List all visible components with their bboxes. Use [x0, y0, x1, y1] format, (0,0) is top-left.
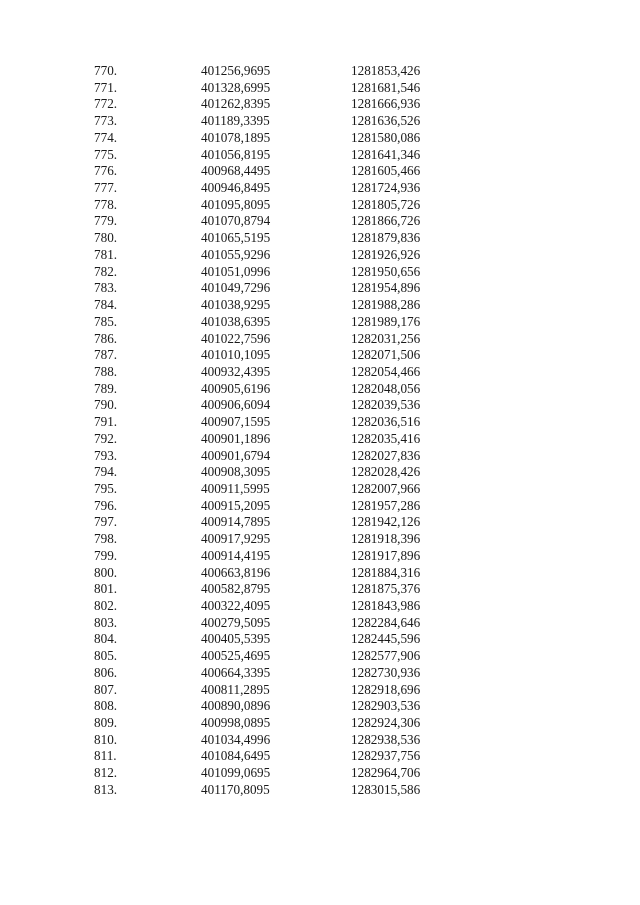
x-coordinate: 400901,1896: [201, 430, 271, 446]
x-coordinate: 401056,8195: [201, 146, 271, 162]
point-number: 801.: [94, 581, 118, 597]
x-coordinate: 401055,9296: [201, 246, 271, 262]
point-number: 788.: [94, 363, 118, 379]
table-row: [0, 314, 640, 331]
y-coordinate: 1282445,596: [351, 631, 421, 647]
x-coordinate: 400664,3395: [201, 664, 271, 680]
x-coordinate: 401262,8395: [201, 96, 271, 112]
table-row: [0, 531, 640, 548]
table-row: [0, 715, 640, 732]
x-coordinate: 400279,5095: [201, 614, 271, 630]
y-coordinate: 1282938,536: [351, 731, 421, 747]
y-coordinate: 1282577,906: [351, 648, 421, 664]
point-number: 782.: [94, 263, 118, 279]
x-coordinate: 400914,4195: [201, 547, 271, 563]
point-number: 803.: [94, 614, 118, 630]
table-row: [0, 581, 640, 598]
point-number: 781.: [94, 246, 118, 262]
table-row: [0, 96, 640, 113]
table-row: [0, 197, 640, 214]
point-number: 776.: [94, 163, 118, 179]
point-number: 804.: [94, 631, 118, 647]
point-number: 786.: [94, 330, 118, 346]
x-coordinate: 401189,3395: [201, 113, 270, 129]
x-coordinate: 400663,8196: [201, 564, 271, 580]
point-number: 777.: [94, 180, 118, 196]
point-number: 808.: [94, 698, 118, 714]
table-row: [0, 364, 640, 381]
table-row: [0, 748, 640, 765]
x-coordinate: 400911,5995: [201, 480, 270, 496]
point-number: 797.: [94, 514, 118, 530]
y-coordinate: 1282028,426: [351, 464, 421, 480]
x-coordinate: 400405,5395: [201, 631, 271, 647]
table-row: [0, 414, 640, 431]
y-coordinate: 1282007,966: [351, 480, 421, 496]
table-row: [0, 514, 640, 531]
point-number: 784.: [94, 297, 118, 313]
y-coordinate: 1281879,836: [351, 230, 421, 246]
x-coordinate: 401078,1895: [201, 129, 271, 145]
table-row: [0, 147, 640, 164]
x-coordinate: 400968,4495: [201, 163, 271, 179]
table-row: [0, 347, 640, 364]
table-row: [0, 682, 640, 699]
point-number: 794.: [94, 464, 118, 480]
point-number: 812.: [94, 765, 118, 781]
y-coordinate: 1282036,516: [351, 414, 421, 430]
y-coordinate: 1281843,986: [351, 598, 421, 613]
x-coordinate: 401038,9295: [201, 297, 271, 313]
y-coordinate: 1281950,656: [351, 263, 421, 279]
x-coordinate: 400998,0895: [201, 715, 271, 731]
table-row: [0, 481, 640, 498]
table-row: [0, 615, 640, 632]
point-number: 790.: [94, 397, 118, 413]
table-row: [0, 498, 640, 515]
table-row: [0, 464, 640, 481]
x-coordinate: 401328,6995: [201, 79, 271, 95]
point-number: 793.: [94, 447, 118, 463]
point-number: 800.: [94, 564, 118, 580]
x-coordinate: 401256,9695: [201, 63, 271, 78]
y-coordinate: 1281988,286: [351, 297, 421, 313]
x-coordinate: 400946,8495: [201, 180, 271, 196]
point-number: 787.: [94, 347, 118, 363]
point-number: 806.: [94, 664, 118, 680]
y-coordinate: 1281917,896: [351, 547, 421, 563]
table-row: [0, 448, 640, 465]
y-coordinate: 1282039,536: [351, 397, 421, 413]
table-row: [0, 782, 640, 799]
y-coordinate: 1281853,426: [351, 63, 421, 78]
y-coordinate: 1282730,936: [351, 664, 421, 680]
y-coordinate: 1281918,396: [351, 531, 421, 547]
table-row: [0, 765, 640, 782]
x-coordinate: 400917,9295: [201, 531, 271, 547]
table-row: [0, 565, 640, 582]
y-coordinate: 1281957,286: [351, 497, 421, 513]
point-number: 792.: [94, 430, 118, 446]
point-number: 778.: [94, 196, 118, 212]
y-coordinate: 1282918,696: [351, 681, 421, 697]
point-number: 802.: [94, 598, 118, 613]
x-coordinate: 401170,8095: [201, 781, 270, 797]
table-row: [0, 648, 640, 665]
point-number: 813.: [94, 781, 118, 797]
table-row: [0, 230, 640, 247]
y-coordinate: 1281805,726: [351, 196, 421, 212]
table-row: [0, 264, 640, 281]
point-number: 795.: [94, 480, 118, 496]
y-coordinate: 1282031,256: [351, 330, 421, 346]
x-coordinate: 400915,2095: [201, 497, 271, 513]
point-number: 799.: [94, 547, 118, 563]
table-row: [0, 247, 640, 264]
x-coordinate: 400908,3095: [201, 464, 271, 480]
table-row: [0, 163, 640, 180]
y-coordinate: 1282071,506: [351, 347, 421, 363]
x-coordinate: 401038,6395: [201, 313, 271, 329]
table-row: [0, 130, 640, 147]
point-number: 771.: [94, 79, 118, 95]
y-coordinate: 1281954,896: [351, 280, 421, 296]
table-row: [0, 180, 640, 197]
point-number: 774.: [94, 129, 118, 145]
point-number: 811.: [94, 748, 117, 764]
y-coordinate: 1281989,176: [351, 313, 421, 329]
point-number: 807.: [94, 681, 118, 697]
y-coordinate: 1282054,466: [351, 363, 421, 379]
table-row: [0, 431, 640, 448]
table-row: [0, 397, 640, 414]
x-coordinate: 401010,1095: [201, 347, 271, 363]
table-row: [0, 732, 640, 749]
table-row: [0, 80, 640, 97]
y-coordinate: 1281666,936: [351, 96, 421, 112]
y-coordinate: 1283015,586: [351, 781, 421, 797]
x-coordinate: 400811,2895: [201, 681, 270, 697]
x-coordinate: 400905,6196: [201, 380, 271, 396]
point-number: 780.: [94, 230, 118, 246]
table-row: [0, 213, 640, 230]
point-number: 810.: [94, 731, 118, 747]
x-coordinate: 400322,4095: [201, 598, 271, 613]
table-row: [0, 113, 640, 130]
x-coordinate: 400907,1595: [201, 414, 271, 430]
table-row: [0, 381, 640, 398]
y-coordinate: 1281942,126: [351, 514, 421, 530]
y-coordinate: 1282284,646: [351, 614, 421, 630]
point-number: 805.: [94, 648, 118, 664]
y-coordinate: 1282048,056: [351, 380, 421, 396]
y-coordinate: 1282035,416: [351, 430, 421, 446]
table-row: [0, 548, 640, 565]
table-row: [0, 297, 640, 314]
x-coordinate: 400582,8795: [201, 581, 271, 597]
x-coordinate: 401070,8794: [201, 213, 271, 229]
coordinate-table: [0, 63, 640, 799]
y-coordinate: 1281636,526: [351, 113, 421, 129]
x-coordinate: 401084,6495: [201, 748, 271, 764]
table-row: [0, 665, 640, 682]
y-coordinate: 1281884,316: [351, 564, 421, 580]
point-number: 796.: [94, 497, 118, 513]
y-coordinate: 1282937,756: [351, 748, 421, 764]
y-coordinate: 1281605,466: [351, 163, 421, 179]
y-coordinate: 1282903,536: [351, 698, 421, 714]
y-coordinate: 1281875,376: [351, 581, 421, 597]
x-coordinate: 401065,5195: [201, 230, 271, 246]
point-number: 772.: [94, 96, 118, 112]
x-coordinate: 400914,7895: [201, 514, 271, 530]
x-coordinate: 400932,4395: [201, 363, 271, 379]
point-number: 789.: [94, 380, 118, 396]
point-number: 775.: [94, 146, 118, 162]
point-number: 779.: [94, 213, 118, 229]
y-coordinate: 1281580,086: [351, 129, 421, 145]
table-row: [0, 598, 640, 615]
point-number: 785.: [94, 313, 118, 329]
y-coordinate: 1281681,546: [351, 79, 421, 95]
x-coordinate: 400906,6094: [201, 397, 271, 413]
point-number: 791.: [94, 414, 118, 430]
y-coordinate: 1282964,706: [351, 765, 421, 781]
y-coordinate: 1281926,926: [351, 246, 421, 262]
x-coordinate: 401034,4996: [201, 731, 271, 747]
y-coordinate: 1281724,936: [351, 180, 421, 196]
x-coordinate: 401095,8095: [201, 196, 271, 212]
x-coordinate: 401049,7296: [201, 280, 271, 296]
point-number: 798.: [94, 531, 118, 547]
x-coordinate: 400901,6794: [201, 447, 271, 463]
point-number: 773.: [94, 113, 118, 129]
y-coordinate: 1282924,306: [351, 715, 421, 731]
y-coordinate: 1281641,346: [351, 146, 421, 162]
x-coordinate: 400525,4695: [201, 648, 271, 664]
y-coordinate: 1282027,836: [351, 447, 421, 463]
x-coordinate: 401051,0996: [201, 263, 271, 279]
x-coordinate: 401099,0695: [201, 765, 271, 781]
point-number: 809.: [94, 715, 118, 731]
table-row: [0, 331, 640, 348]
table-row: [0, 698, 640, 715]
point-number: 770.: [94, 63, 118, 78]
y-coordinate: 1281866,726: [351, 213, 421, 229]
table-row: [0, 631, 640, 648]
table-row: [0, 63, 640, 80]
point-number: 783.: [94, 280, 118, 296]
table-row: [0, 280, 640, 297]
x-coordinate: 400890,0896: [201, 698, 271, 714]
x-coordinate: 401022,7596: [201, 330, 271, 346]
